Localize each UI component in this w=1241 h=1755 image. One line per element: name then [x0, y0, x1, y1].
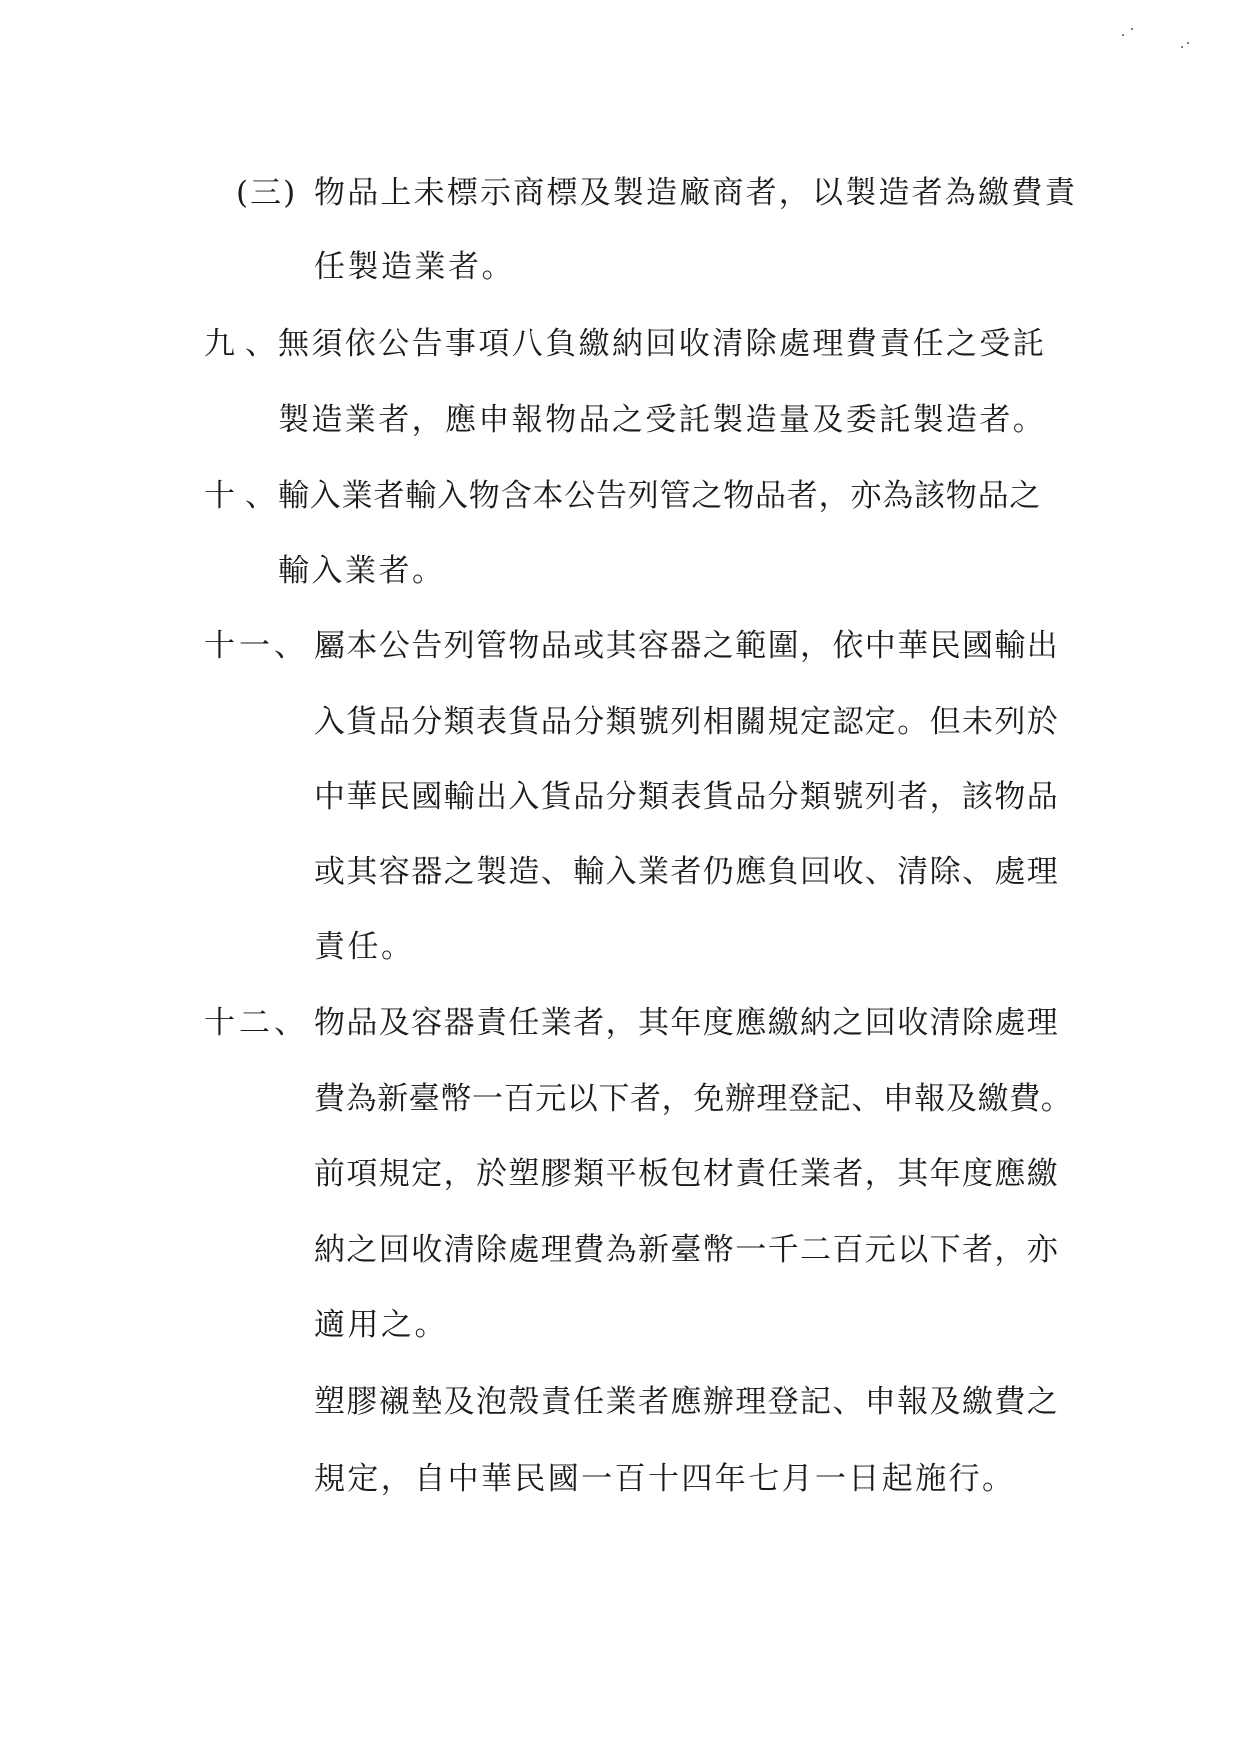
scan-speck [1187, 42, 1189, 44]
item-text-line: 輸入業者輸入物含本公告列管之物品者，亦為該物品之 [278, 478, 1042, 514]
item-text-line: 塑膠襯墊及泡殼責任業者應辦理登記、申報及繳費之 [314, 1384, 1060, 1420]
item-text-line: 物品上未標示商標及製造廠商者，以製造者為繳費責 [314, 175, 1078, 211]
item-text-line: 納之回收清除處理費為新臺幣一千二百元以下者，亦 [314, 1232, 1060, 1268]
item-text-line: 中華民國輸出入貨品分類表貨品分類號列者，該物品 [314, 779, 1060, 815]
scan-speck [1181, 46, 1183, 48]
item-text-line: 任製造業者。 [314, 249, 515, 285]
item-marker: 十、 [204, 478, 286, 514]
item-text-line: 屬本公告列管物品或其容器之範圍，依中華民國輸出 [314, 628, 1060, 664]
item-text-line: 適用之。 [314, 1307, 448, 1343]
item-marker: 十二、 [204, 1005, 309, 1041]
item-text-line: 無須依公告事項八負繳納回收清除處理費責任之受託 [278, 326, 1047, 362]
item-text-line: 或其容器之製造、輸入業者仍應負回收、清除、處理 [314, 854, 1060, 890]
item-text-line: 製造業者，應申報物品之受託製造量及委託製造者。 [278, 402, 1047, 438]
item-text-line: 入貨品分類表貨品分類號列相關規定認定。但未列於 [314, 704, 1060, 740]
item-marker: 九、 [204, 326, 286, 362]
item-marker: (三) [236, 175, 298, 211]
scan-speck [1122, 34, 1124, 36]
item-text-line: 前項規定，於塑膠類平板包材責任業者，其年度應繳 [314, 1156, 1060, 1192]
item-text-line: 規定，自中華民國一百十四年七月一日起施行。 [314, 1461, 1016, 1497]
item-text-line: 責任。 [314, 929, 415, 965]
item-text-line: 費為新臺幣一百元以下者，免辦理登記、申報及繳費。 [314, 1081, 1073, 1117]
item-text-line: 輸入業者。 [278, 553, 446, 589]
item-text-line: 物品及容器責任業者，其年度應繳納之回收清除處理 [314, 1005, 1060, 1041]
scan-speck [1131, 28, 1133, 30]
item-marker: 十一、 [204, 628, 309, 664]
